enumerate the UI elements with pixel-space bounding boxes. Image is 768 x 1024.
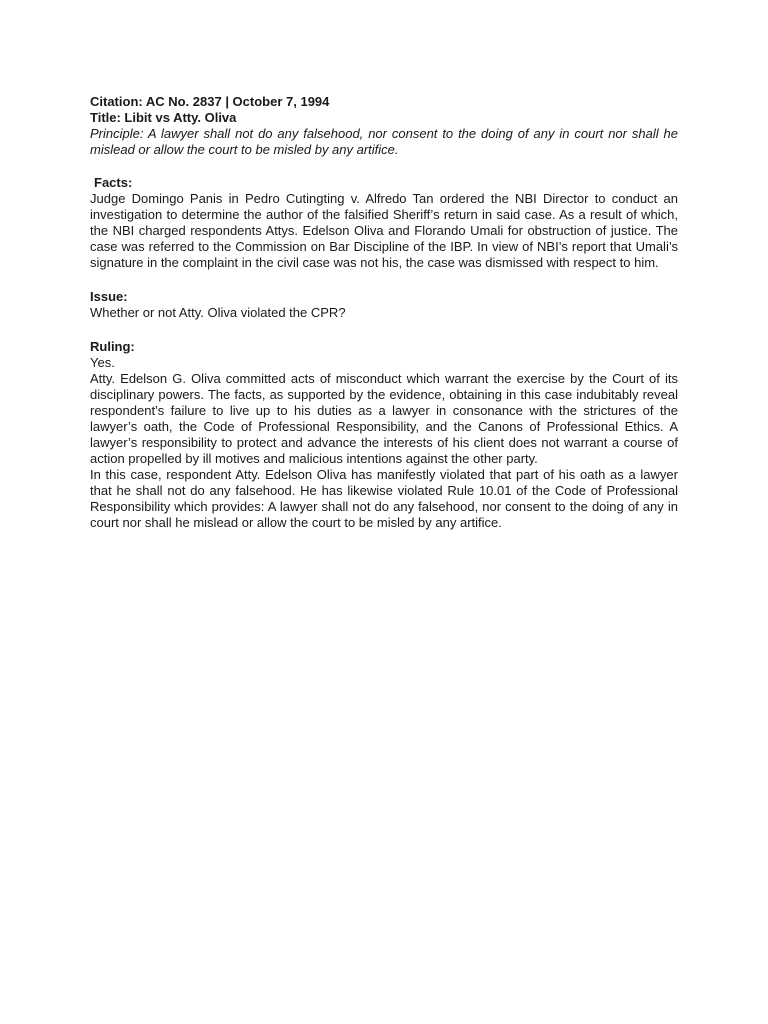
ruling-paragraph: In this case, respondent Atty. Edelson Oliva has manifestly violated that part of his oath as a lawyer that he shall not do any falsehood. He has likewise violated Rule 10.01 of the Code of Professional Responsibility which provides: A lawyer shall not do any falsehood, nor consent to the doing of any in court nor shall he mislead or allow the court to be misled by any artifice. [90,467,678,530]
issue-paragraph: Whether or not Atty. Oliva violated the CPR? [90,305,346,320]
principle-text: Principle: A lawyer shall not do any falsehood, nor consent to the doing of any in court nor shall he mislead or allow the court to be misled by any artifice. [90,126,678,157]
facts-paragraph: Judge Domingo Panis in Pedro Cutingting v. Alfredo Tan ordered the NBI Director to conduct an investigation to determine the author of the falsified Sheriff’s return in said case. As a result of which, the NBI charged respondents Attys. Edelson Oliva and Florando Umali for obstruction of justice. The case was referred to the Commission on Bar Discipline of the IBP. In view of NBI’s report that Umali’s signature in the complaint in the civil case was not his, the case was dismissed with respect to him. [90,191,678,270]
document-page [90,94,678,531]
ruling-paragraph: Atty. Edelson G. Oliva committed acts of misconduct which warrant the exercise by the Court of its disciplinary powers. The facts, as supported by the evidence, obtaining in this case indubitably reveal respondent’s failure to live up to his duties as a lawyer in consonance with the strictures of the lawyer’s oath, the Code of Professional Responsibility, and the Canons of Professional Ethics. A lawyer’s responsibility to protect and advance the interests of his client does not warrant a course of action propelled by ill motives and malicious intentions against the other party. [90,371,678,466]
case-title: Title: Libit vs Atty. Oliva [90,110,237,125]
citation-line: Citation: AC No. 2837 | October 7, 1994 [90,94,330,109]
ruling-answer: Yes. [90,355,115,370]
issue-heading: Issue: [90,289,128,304]
facts-heading: Facts: [94,175,133,190]
ruling-heading: Ruling: [90,339,135,354]
